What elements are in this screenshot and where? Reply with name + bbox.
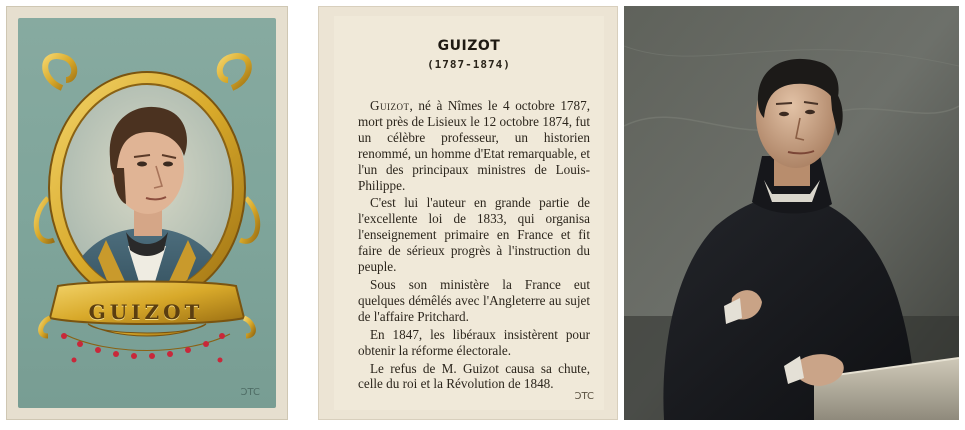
biography-title: GUIZOT [437, 38, 501, 54]
portrait-trade-card [6, 6, 288, 420]
biography-paragraph-text: , né à Nîmes le 4 octobre 1787, mort près de Lisieux le 12 octobre 1874, fut un célèbre professeur, un historien renommé, un homme d'Etat remarquable, et l'un des principaux ministres de Louis-Philippe. [358, 98, 590, 193]
bead-garland [61, 333, 225, 363]
biography-dates: (1787-1874) [427, 58, 511, 71]
biography-lead-name: Guizot [370, 98, 410, 113]
oil-portrait-painting [624, 6, 959, 420]
biography-card [318, 6, 618, 420]
biography-paragraph-text: En 1847, les libéraux insistèrent pour obtenir la réforme électorale. [358, 326, 590, 358]
scroll-ornament-top-left [45, 56, 74, 88]
biography-card-paper [334, 16, 604, 410]
biography-paragraph [358, 277, 590, 325]
biography-paragraph [358, 361, 590, 393]
biography-paragraph [358, 327, 590, 359]
biography-paragraph-text: C'est lui l'auteur en grande partie de l'excellente loi de 1833, qui organisa l'enseignement primaire en France et fit faire de sérieux progrès à l'instruction du peuple. [358, 195, 590, 275]
painted-portrait-illustration [624, 6, 959, 420]
portrait-name-plate: GUIZOT [88, 300, 204, 324]
card-green-field [18, 18, 276, 408]
scroll-ornament-top-right [220, 56, 249, 88]
biography-paragraph-text: Sous son ministère la France eut quelques démêlés avec l'Angleterre au sujet de l'affaire Pritchard. [358, 276, 590, 324]
biography-paragraph [358, 98, 590, 193]
biography-paragraph [358, 195, 590, 275]
biography-body [358, 98, 590, 394]
publisher-mark-mid: ƆTC [574, 391, 594, 402]
gold-oval-frame-illustration [18, 18, 276, 408]
biography-paragraph-text: Le refus de M. Guizot causa sa chute, celle du roi et la Révolution de 1848. [358, 360, 590, 392]
publisher-mark-left: ƆTC [240, 387, 260, 398]
